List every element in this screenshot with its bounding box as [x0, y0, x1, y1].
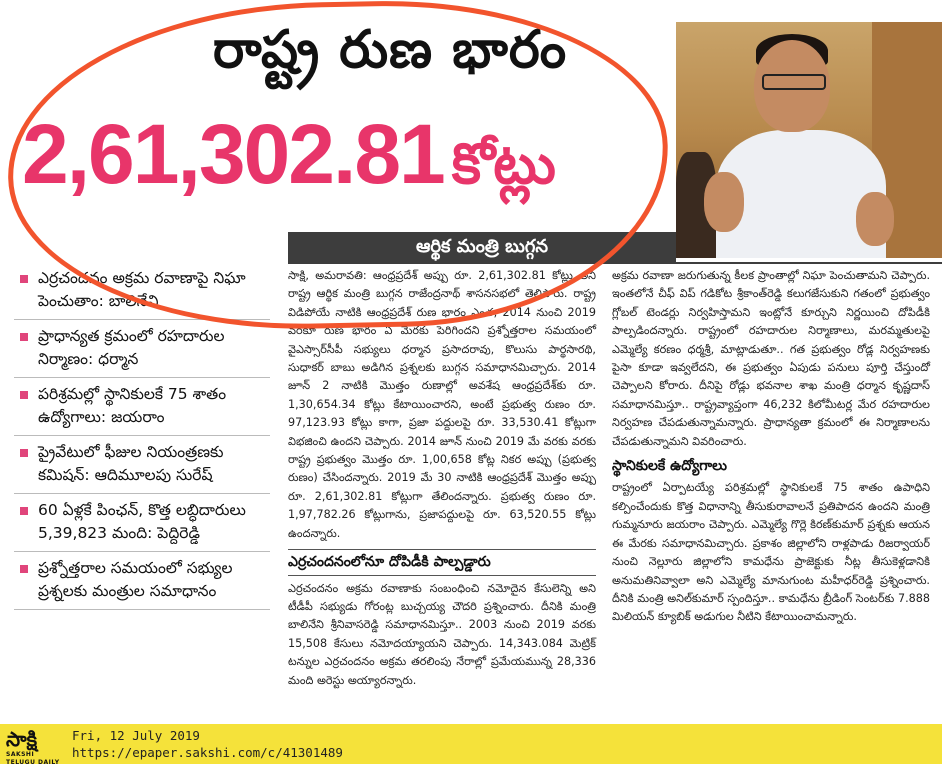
article-subhead: స్థానికులకే ఉద్యోగాలు	[612, 458, 727, 475]
sidebar-item-text: ప్రైవేటులో ఫీజుల నియంత్రణకు కమిషన్: ఆదిమూలపు సురేష్	[38, 443, 224, 484]
sidebar-item	[14, 494, 270, 552]
headline-title: రాష్ట్ర రుణ భారం	[212, 20, 568, 80]
article-column-2	[612, 267, 930, 627]
sidebar-item-text: ప్రశ్నోత్తరాల సమయంలో సభ్యుల ప్రశ్నలకు మంత్రుల సమాధానం	[38, 559, 233, 600]
article-column-1	[288, 267, 596, 690]
sakshi-logo	[6, 727, 62, 766]
debt-amount: 2,61,302.81	[22, 107, 444, 201]
sidebar-item	[14, 378, 270, 436]
sidebar-item-text: ఎర్రచందనం అక్రమ రవాణాపై నిఘా పెంచుతాం: బాలినేని	[38, 269, 246, 310]
sidebar-item	[14, 320, 270, 378]
caption-rule	[288, 262, 942, 264]
bullet-icon	[20, 449, 28, 457]
article-paragraph: సాక్షి, అమరావతి: ఆంధ్రప్రదేశ్ అప్పు రూ. 2,61,302.81 కోట్లు అని రాష్ట్ర ఆర్థిక మంత్రి బుగ్గన రాజేంద్రనాథ్ శాసనసభలో తెలిపారు. రాష్ట్ర విడిపోయే నాటికి ఆంధ్రప్రదేశ్ రుణ భారం ఎంత, 2014 నుంచి 2019 వరకూ రుణ భారం ఏ మేరకు పెరిగిందని ప్రశ్నోత్తరాల సమయంలో వైఎస్సార్‌సీపీ సభ్యులు ధర్మాన ప్రసాదరావు, కొలుసు పార్థసారథి, సుధాకర్ బాబు అడిగిన ప్రశ్నలకు బుగ్గన సమాధానమిచ్చారు. 2014 జూన్ 2 నాటికి మొత్తం రుణాల్లో అవశేష ఆంధ్రప్రదేశ్‌కు రూ. 1,30,654.34 కోట్లు కేటాయించారని, అంటే ప్రభుత్వ రుణం రూ. 97,123.93 కోట్లు కాగా, ప్రజా పద్దులపై రూ. 33,530.41 కోట్లుగా విభజించి ఉందని చెప్పారు. 2014 జూన్ నుంచి 2019 మే వరకు వరకు రాష్ట్ర ప్రభుత్వం మొత్తం రూ. 1,00,658 కోట్ల నికర అప్పు (ప్రభుత్వ రుణం) చేసిందన్నారు. 2019 మే 30 నాటికి ఆంధ్రప్రదేశ్ మొత్తం అప్పు రూ. 2,61,302.81 కోట్లుగా తేలిందన్నారు. ప్రభుత్వ రుణం రూ. 1,97,782.26 కోట్లుగాను, ప్రజాపద్దులపై రూ. 63,520.55 కోట్లు ఉందన్నారు.	[288, 269, 596, 540]
headline-amount	[22, 107, 662, 201]
epaper-footer	[0, 724, 942, 764]
bullet-icon	[20, 391, 28, 399]
bullet-icon	[20, 333, 28, 341]
bullet-icon	[20, 565, 28, 573]
photo-glasses	[762, 74, 826, 90]
sidebar-item	[14, 552, 270, 610]
sidebar-item	[14, 436, 270, 494]
sidebar-item	[14, 262, 270, 320]
epaper-link[interactable]: https://epaper.sakshi.com/c/41301489	[72, 745, 343, 760]
minister-photo	[676, 22, 942, 258]
bullet-icon	[20, 507, 28, 515]
logo-tagline: SAKSHI TELUGU DAILY	[6, 751, 60, 766]
logo-text: సాక్షి	[6, 727, 38, 751]
edition-date: Fri, 12 July 2019	[72, 728, 200, 743]
sidebar-item-text: పరిశ్రమల్లో స్థానికులకే 75 శాతం ఉద్యోగాలు: జయరాం	[38, 385, 227, 426]
article-paragraph: ఎర్రచందనం అక్రమ రవాణాకు సంబంధించి నమోదైన కేసులెన్ని అని టీడీపీ సభ్యుడు గోరంట్ల బుచ్చయ్య చౌదరి ప్రశ్నించారు. దీనికి మంత్రి బాలినేని శ్రీనివాసరెడ్డి సమాధానమిస్తూ.. 2003 నుంచి 2019 వరకు 15,508 కేసులు నమోదయ్యాయని చెప్పారు. 14,343.084 మెట్రిక్ టన్నుల ఎర్రచందనం అక్రమ తరలింపు నేరాల్లో ప్రమేయమున్న 28,336 మంది అరెస్టు అయ్యారన్నారు.	[288, 581, 596, 687]
sidebar-item-text: 60 ఏళ్లకే పింఛన్, కొత్త లబ్ధిదారులు 5,39,823 మంది: పెద్దిరెడ్డి	[38, 501, 246, 542]
debt-unit: కోట్లు	[451, 132, 556, 197]
highlights-sidebar	[14, 262, 270, 610]
bullet-icon	[20, 275, 28, 283]
article-paragraph: రాష్ట్రంలో ఏర్పాటయ్యే పరిశ్రమల్లో స్థానికులకే 75 శాతం ఉపాధిని కల్పించేందుకు కొత్త విధానాన్ని తీసుకురావాలనే ప్రతిపాదన ఉందని మంత్రి గుమ్మనూరు జయరాం చెప్పారు. ఎమ్మెల్యే గొర్లె కిరణ్‌కుమార్ ప్రశ్నకు ఆయన ఈ మేరకు సమాధానమిచ్చారు. ప్రకాశం జిల్లాలోని రాళ్లపాడు రిజర్వాయర్ నుంచి నెల్లూరు జిల్లాలోని కామధేను ప్రాజెక్టుకు నీట్ల తీసుకెళ్లడానికి అనుమతినివ్వాలా అని ఎమ్మెల్యే మానుగుంట మహీధర్‌రెడ్డి ప్రశ్నించారు. దీనికి మంత్రి అనిల్‌కుమార్ స్పందిస్తూ.. కామధేను బ్రీడింగ్ సెంటర్‌కు 7.888 మిలియన్ క్యూబిక్ అడుగుల నీటిని కేటాయించామన్నారు.	[612, 481, 930, 624]
sidebar-item-text: ప్రాధాన్యత క్రమంలో రహదారుల నిర్మాణం: ధర్మాన	[38, 327, 225, 368]
photo-hand-right	[856, 192, 894, 246]
article-subhead: ఎర్రచందనంలోనూ దోపిడీకి పాల్పడ్డారు	[288, 549, 596, 575]
photo-hand-left	[704, 172, 744, 232]
photo-caption: ఆర్థిక మంత్రి బుగ్గన	[288, 232, 676, 262]
article-paragraph: అక్రమ రవాణా జరుగుతున్న కీలక ప్రాంతాల్లో నిఘా పెంచుతామని చెప్పారు. ఇంతలోనే చీఫ్ విప్ గడికోట శ్రీకాంత్‌రెడ్డి కలుగజేసుకుని గతంలో ప్రభుత్వం గ్లోబల్ టెండర్లు నిర్వహిస్తామని ఇంట్లోనే కూర్చుని నిర్ణయించి దోపిడీకి పాల్పడిందన్నారు. రాష్ట్రంలో రహదారుల నిర్మాణాలు, మరమ్మతులపై ఎమ్మెల్యే కరణం ధర్మశ్రీ, మాట్లాడుతూ.. గత ప్రభుత్వం రోడ్ల నిర్వహణకు పైసా కూడా ఇవ్వలేదని, ఈ ప్రభుత్వం ఏపుడు పనులు పూర్తి చేస్తుందో చెప్పాలని కోరారు. దీనిపై రోడ్లు భవనాల శాఖ మంత్రి ధర్మాన కృష్ణదాస్ సమాధానమిస్తూ.. రాష్ట్రవ్యాప్తంగా 46,232 కిలోమీటర్ల మేర రహదారుల నిర్వహణ చేపడుతున్నామన్నారు. ప్రాధాన్యతా క్రమంలో ఈ నిర్మాణాలను చేపడుతున్నామని వివరించారు.	[612, 269, 930, 448]
